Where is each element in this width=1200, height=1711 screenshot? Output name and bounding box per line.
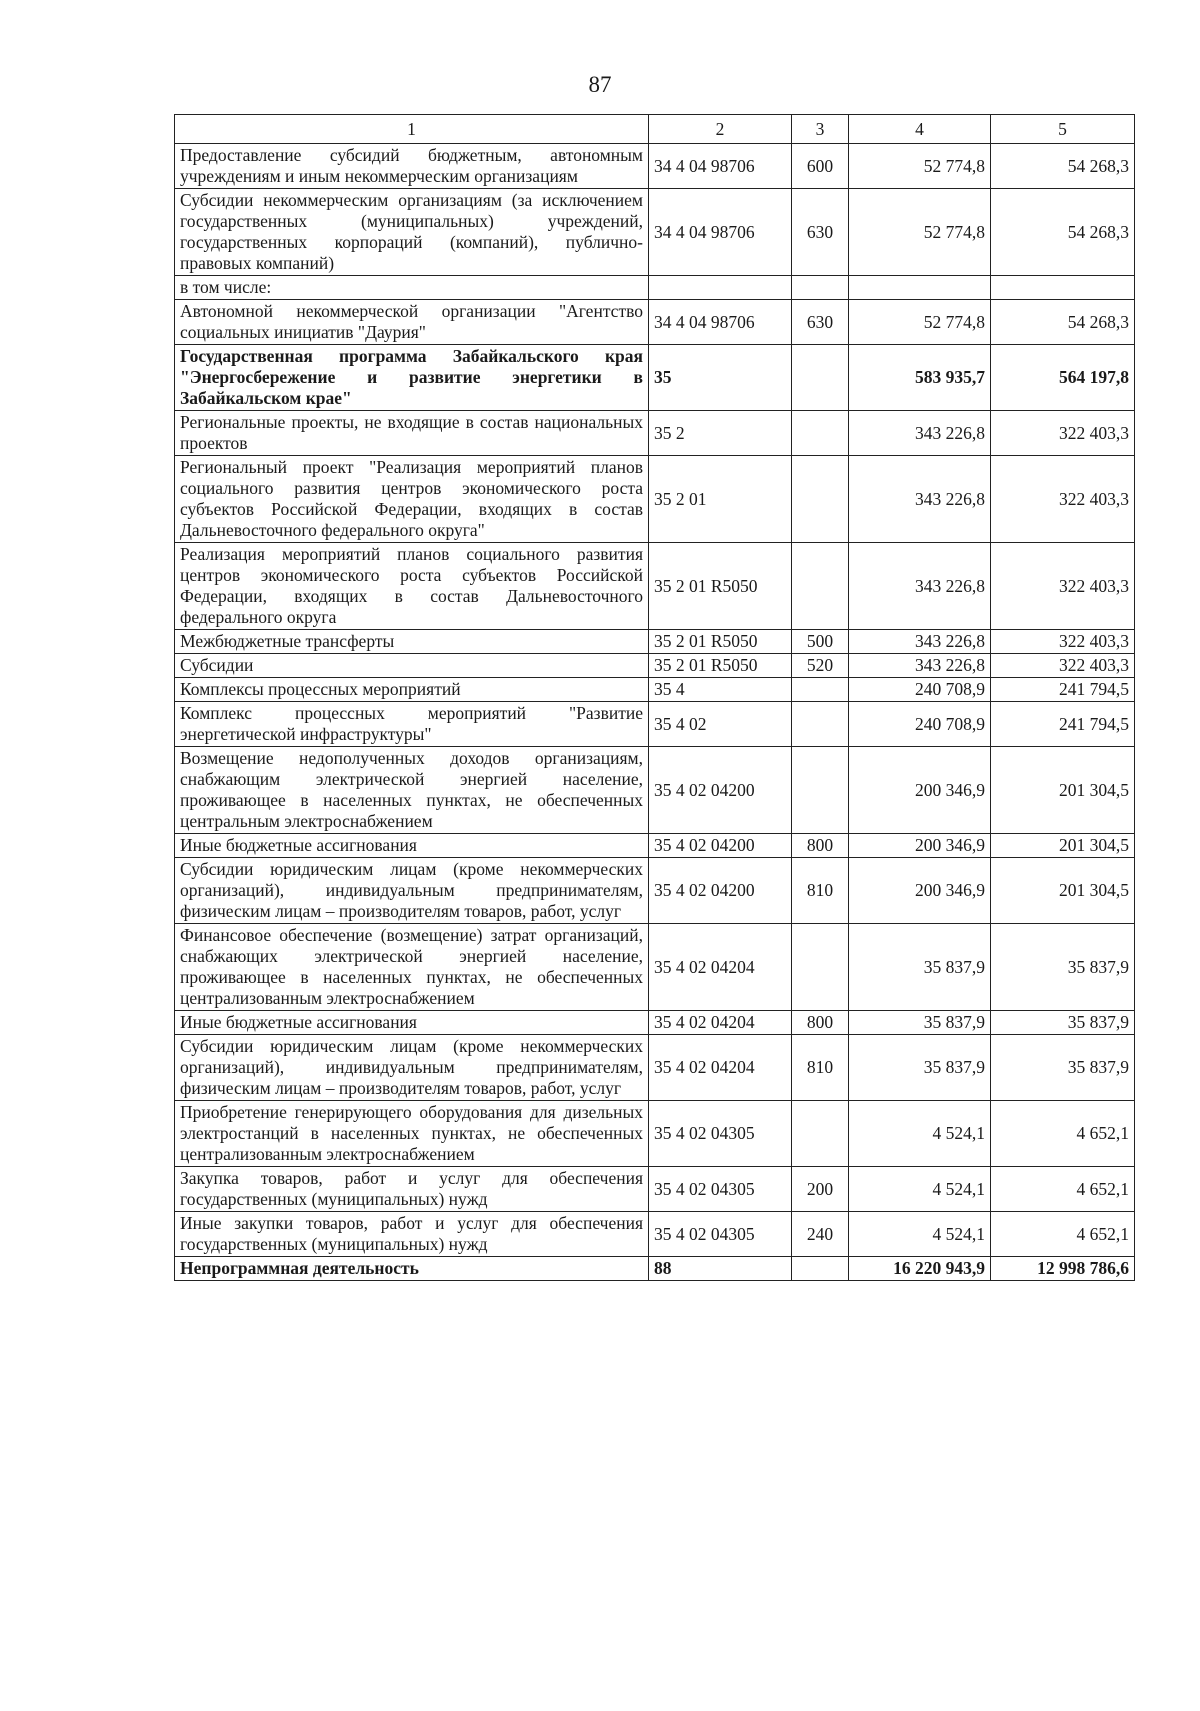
table-row [175,1212,1135,1257]
row-amount-1-cell: 16 220 943,9 [849,1257,991,1281]
row-name-cell: Комплексы процессных мероприятий [175,678,649,702]
page-number: 87 [588,72,612,97]
row-amount-2-cell: 54 268,3 [991,144,1135,189]
table-row [175,1257,1135,1281]
row-code-cell: 35 2 01 R5050 [649,654,792,678]
row-expense-type-cell [792,702,849,747]
row-amount-2-cell: 201 304,5 [991,834,1135,858]
row-amount-1-cell: 240 708,9 [849,702,991,747]
row-name-cell: Региональный проект "Реализация мероприятий планов социального развития центров экономического роста субъектов Российской Федерации, входящих в состав Дальневосточного федерального округа" [175,456,649,543]
row-name-cell: Финансовое обеспечение (возмещение) затрат организаций, снабжающих электрической энергией население, проживающее в населенных пунктах, не обеспеченных централизованным электроснабжением [175,924,649,1011]
table-row [175,144,1135,189]
row-code-cell: 35 4 02 04200 [649,858,792,924]
table-row [175,630,1135,654]
row-expense-type-cell: 630 [792,189,849,276]
row-expense-type-cell: 600 [792,144,849,189]
row-amount-2-cell: 322 403,3 [991,411,1135,456]
row-amount-2-cell: 35 837,9 [991,924,1135,1011]
row-amount-2-cell: 322 403,3 [991,543,1135,630]
row-amount-1-cell: 583 935,7 [849,345,991,411]
row-amount-2-cell: 201 304,5 [991,858,1135,924]
row-code-cell: 88 [649,1257,792,1281]
row-code-cell: 35 [649,345,792,411]
table-row [175,834,1135,858]
row-name-cell: Закупка товаров, работ и услуг для обеспечения государственных (муниципальных) нужд [175,1167,649,1212]
row-name-cell: Возмещение недополученных доходов организациям, снабжающим электрической энергией население, проживающее в населенных пунктах, не обеспеченных центральным электроснабжением [175,747,649,834]
row-name-cell: Комплекс процессных мероприятий "Развитие энергетической инфраструктуры" [175,702,649,747]
row-amount-1-cell: 4 524,1 [849,1167,991,1212]
row-code-cell: 35 2 01 R5050 [649,543,792,630]
row-amount-2-cell: 54 268,3 [991,300,1135,345]
table-row [175,1035,1135,1101]
row-amount-1-cell: 343 226,8 [849,654,991,678]
row-amount-1-cell: 343 226,8 [849,456,991,543]
table-row [175,858,1135,924]
column-header-amount-2: 5 [991,115,1135,144]
column-header-code: 2 [649,115,792,144]
row-amount-1-cell: 4 524,1 [849,1212,991,1257]
row-amount-1-cell: 200 346,9 [849,834,991,858]
row-code-cell: 34 4 04 98706 [649,300,792,345]
row-name-cell: Иные бюджетные ассигнования [175,834,649,858]
row-amount-1-cell: 52 774,8 [849,300,991,345]
row-code-cell: 35 2 01 [649,456,792,543]
row-code-cell: 35 4 02 04204 [649,1035,792,1101]
row-amount-2-cell: 241 794,5 [991,702,1135,747]
row-amount-1-cell: 200 346,9 [849,858,991,924]
row-name-cell: Субсидии юридическим лицам (кроме некоммерческих организаций), индивидуальным предпринимателям, физическим лицам – производителям товаров, работ, услуг [175,858,649,924]
column-header-expense-type: 3 [792,115,849,144]
row-name-cell: в том числе: [175,276,649,300]
table-row [175,1101,1135,1167]
row-expense-type-cell: 800 [792,834,849,858]
row-amount-2-cell [991,276,1135,300]
row-expense-type-cell [792,924,849,1011]
row-name-cell: Иные закупки товаров, работ и услуг для обеспечения государственных (муниципальных) нужд [175,1212,649,1257]
column-header-amount-1: 4 [849,115,991,144]
row-expense-type-cell [792,1257,849,1281]
row-expense-type-cell: 810 [792,1035,849,1101]
row-amount-2-cell: 12 998 786,6 [991,1257,1135,1281]
table-row [175,747,1135,834]
row-expense-type-cell [792,678,849,702]
row-amount-2-cell: 322 403,3 [991,630,1135,654]
row-amount-2-cell: 564 197,8 [991,345,1135,411]
row-expense-type-cell [792,543,849,630]
row-amount-1-cell: 343 226,8 [849,543,991,630]
row-amount-2-cell: 35 837,9 [991,1035,1135,1101]
row-name-cell: Автономной некоммерческой организации "Агентство социальных инициатив "Даурия" [175,300,649,345]
row-code-cell: 35 2 01 R5050 [649,630,792,654]
row-code-cell: 35 4 02 04204 [649,924,792,1011]
row-name-cell: Реализация мероприятий планов социального развития центров экономического роста субъектов Российской Федерации, входящих в состав Дальневосточного федерального округа [175,543,649,630]
row-expense-type-cell [792,345,849,411]
row-amount-2-cell: 322 403,3 [991,654,1135,678]
row-name-cell: Субсидии некоммерческим организациям (за исключением государственных (муниципальных) учреждений, государственных корпораций (компаний), публично-правовых компаний) [175,189,649,276]
table-row [175,702,1135,747]
row-code-cell [649,276,792,300]
row-amount-1-cell: 343 226,8 [849,411,991,456]
row-name-cell: Региональные проекты, не входящие в состав национальных проектов [175,411,649,456]
row-amount-1-cell: 35 837,9 [849,1035,991,1101]
row-amount-2-cell: 201 304,5 [991,747,1135,834]
budget-table [174,114,1135,1281]
row-expense-type-cell [792,276,849,300]
row-name-cell: Государственная программа Забайкальского края "Энергосбережение и развитие энергетики в Забайкальском крае" [175,345,649,411]
row-expense-type-cell [792,747,849,834]
row-amount-2-cell: 4 652,1 [991,1101,1135,1167]
row-expense-type-cell: 630 [792,300,849,345]
table-row [175,543,1135,630]
row-expense-type-cell: 500 [792,630,849,654]
row-code-cell: 35 2 [649,411,792,456]
table-header-row [175,115,1135,144]
row-amount-1-cell [849,276,991,300]
row-code-cell: 35 4 02 04305 [649,1212,792,1257]
table-row [175,189,1135,276]
row-amount-2-cell: 4 652,1 [991,1167,1135,1212]
table-row [175,300,1135,345]
row-code-cell: 35 4 02 [649,702,792,747]
row-amount-1-cell: 200 346,9 [849,747,991,834]
row-expense-type-cell: 800 [792,1011,849,1035]
row-amount-2-cell: 54 268,3 [991,189,1135,276]
row-name-cell: Непрограммная деятельность [175,1257,649,1281]
row-amount-1-cell: 52 774,8 [849,189,991,276]
table-row [175,345,1135,411]
row-name-cell: Предоставление субсидий бюджетным, автономным учреждениям и иным некоммерческим организациям [175,144,649,189]
row-code-cell: 35 4 02 04200 [649,747,792,834]
table-row [175,276,1135,300]
row-expense-type-cell [792,411,849,456]
row-code-cell: 34 4 04 98706 [649,189,792,276]
row-expense-type-cell: 200 [792,1167,849,1212]
row-name-cell: Приобретение генерирующего оборудования для дизельных электростанций в населенных пунктах, не обеспеченных централизованным электроснабжением [175,1101,649,1167]
row-code-cell: 35 4 02 04305 [649,1167,792,1212]
row-name-cell: Субсидии [175,654,649,678]
row-amount-2-cell: 35 837,9 [991,1011,1135,1035]
table-row [175,1011,1135,1035]
row-name-cell: Межбюджетные трансферты [175,630,649,654]
row-amount-2-cell: 4 652,1 [991,1212,1135,1257]
table-row [175,1167,1135,1212]
row-name-cell: Иные бюджетные ассигнования [175,1011,649,1035]
column-header-name: 1 [175,115,649,144]
row-code-cell: 35 4 [649,678,792,702]
row-expense-type-cell: 240 [792,1212,849,1257]
table-row [175,654,1135,678]
row-amount-1-cell: 240 708,9 [849,678,991,702]
row-name-cell: Субсидии юридическим лицам (кроме некоммерческих организаций), индивидуальным предпринимателям, физическим лицам – производителям товаров, работ, услуг [175,1035,649,1101]
table-body [175,144,1135,1281]
row-code-cell: 35 4 02 04305 [649,1101,792,1167]
row-amount-1-cell: 35 837,9 [849,1011,991,1035]
row-code-cell: 34 4 04 98706 [649,144,792,189]
row-amount-1-cell: 4 524,1 [849,1101,991,1167]
table-row [175,678,1135,702]
row-expense-type-cell: 520 [792,654,849,678]
row-expense-type-cell [792,456,849,543]
row-amount-2-cell: 241 794,5 [991,678,1135,702]
row-amount-2-cell: 322 403,3 [991,456,1135,543]
row-amount-1-cell: 52 774,8 [849,144,991,189]
row-expense-type-cell [792,1101,849,1167]
row-amount-1-cell: 343 226,8 [849,630,991,654]
row-expense-type-cell: 810 [792,858,849,924]
table-row [175,411,1135,456]
row-code-cell: 35 4 02 04200 [649,834,792,858]
row-amount-1-cell: 35 837,9 [849,924,991,1011]
table-row [175,924,1135,1011]
table-row [175,456,1135,543]
row-code-cell: 35 4 02 04204 [649,1011,792,1035]
